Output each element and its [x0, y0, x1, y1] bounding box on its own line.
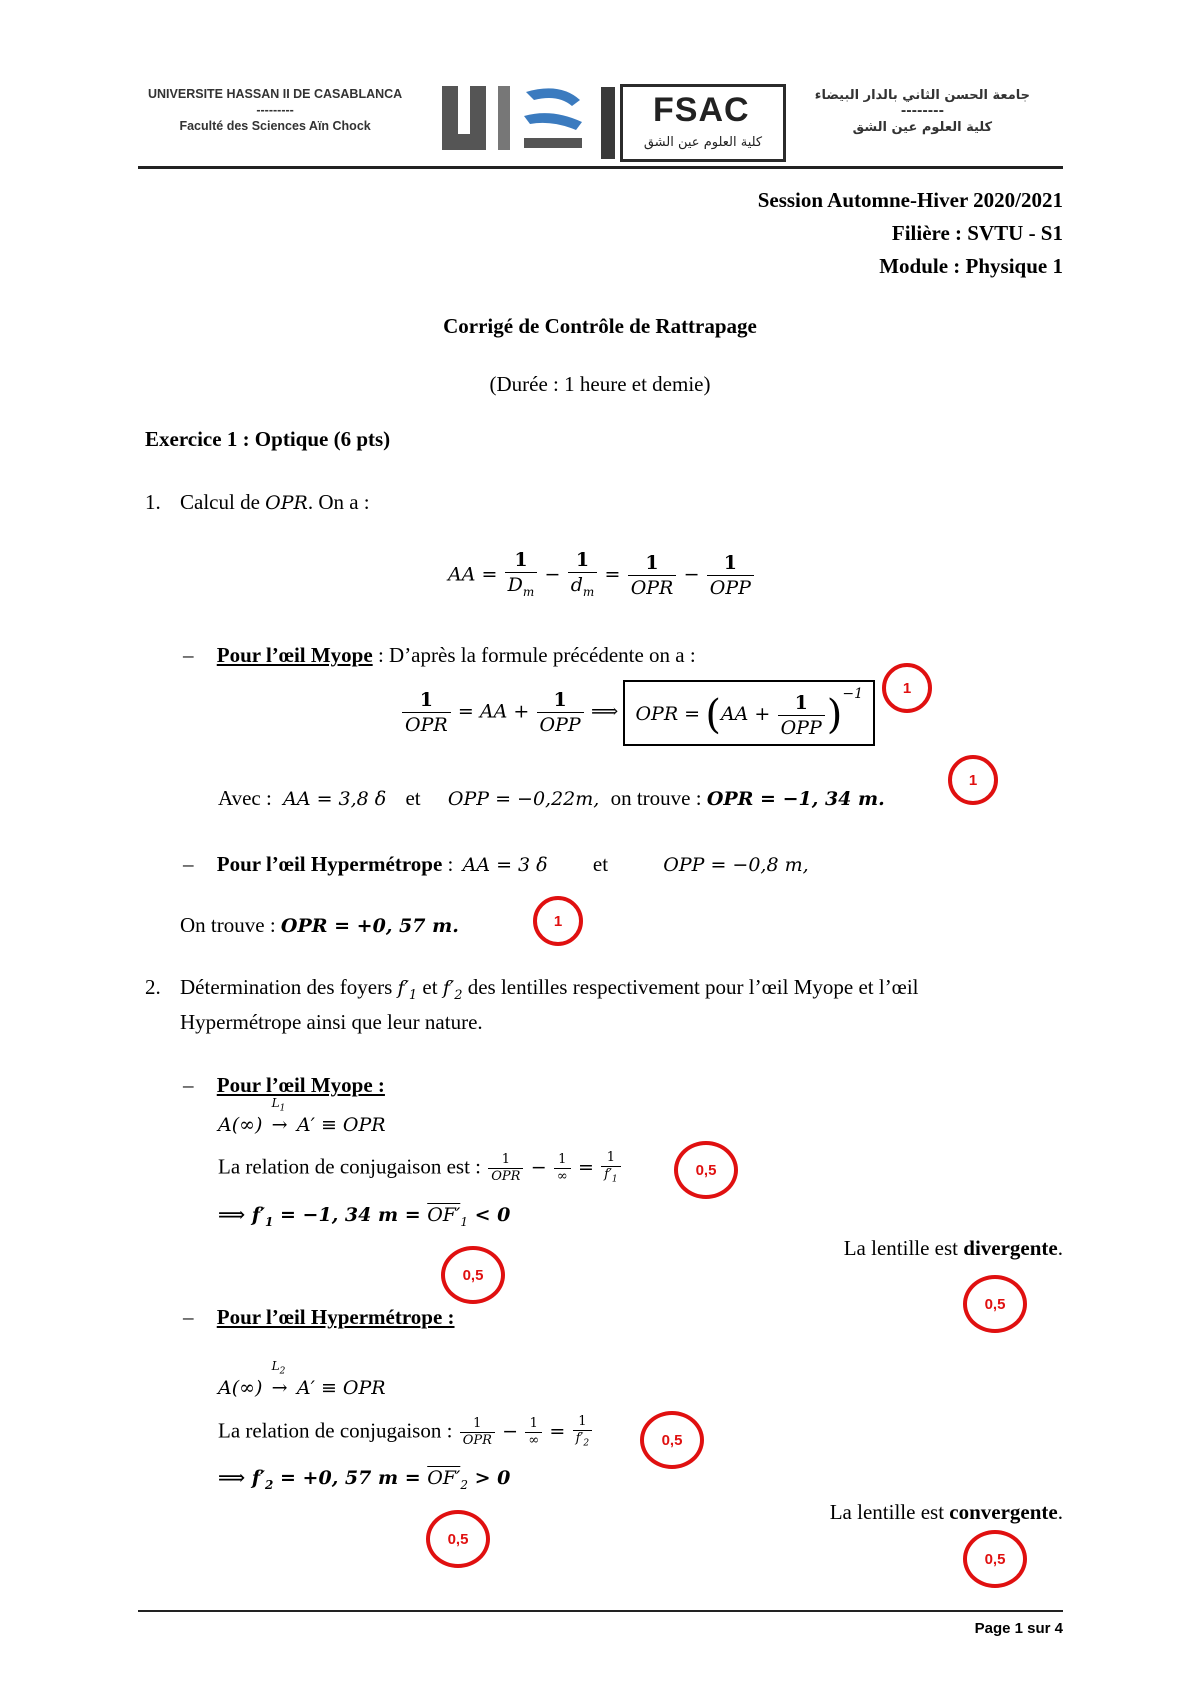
score-badge: 1: [948, 755, 998, 805]
logo-text: FSAC: [653, 91, 750, 129]
header-separator-ar: --------: [900, 104, 944, 119]
question-text-end: . On a :: [307, 490, 370, 514]
hyper2-relation: La relation de conjugaison : $\frac{1}{\text{OPR}}$ − $\frac{1}{\infty}$ = $\frac{1}{f'_2}$: [218, 1414, 594, 1452]
header-separator: ---------: [256, 103, 294, 117]
hyper2-line: – Pour l’œil Hypermétrope :: [183, 1305, 455, 1329]
duration-label: (Durée : 1 heure et demie): [489, 372, 711, 396]
eq-mid: = AA +: [457, 700, 530, 723]
question-var: OPR: [265, 492, 308, 514]
footer-rule: [138, 1610, 1063, 1612]
session-label: Session Automne-Hiver 2020/2021: [757, 188, 1063, 212]
score-badge: 0,5: [963, 1530, 1027, 1588]
myope2-line: – Pour l’œil Myope :: [183, 1073, 385, 1097]
module-label: Module : Physique 1: [879, 254, 1063, 278]
score-badge: 0,5: [674, 1141, 738, 1199]
university-name-fr: UNIVERSITE HASSAN II DE CASABLANCA: [148, 87, 403, 101]
boxed-result: OPR = (AA + $\frac{1}{\text{OPP}}$ )$^{-1}$: [623, 680, 875, 746]
logo-bar: [601, 87, 615, 159]
myope2-arrow: A(∞) $L_1$ → A′ ≡ OPR: [218, 1096, 386, 1136]
hyper2-nature: La lentille est convergente.: [829, 1500, 1063, 1524]
university-header-fr: [148, 86, 402, 134]
myope-line: [183, 643, 696, 668]
page-number: Page 1 sur 4: [974, 1620, 1063, 1637]
myope2-nature: La lentille est divergente.: [843, 1236, 1063, 1260]
eq-lhs: AA =: [448, 563, 498, 586]
bullet-dash: –: [183, 643, 194, 667]
score-badge: 0,5: [963, 1275, 1027, 1333]
document-title: Corrigé de Contrôle de Rattrapage: [443, 314, 757, 338]
fraction-1-dm: $\frac{1}{D_m}$: [505, 548, 538, 604]
fsac-logo: [620, 84, 786, 162]
myope2-result: ⟹ $f'_1 = -1$, 34 $m = OF'_1 < 0$: [218, 1204, 511, 1230]
score-badge: 1: [882, 663, 932, 713]
main-equation: AA = $\frac{1}{D_m}$ − $\frac{1}{d_m}$ = $\frac{1}{\text{OPR}}$ − $\frac{1}{\text{OPP}}$: [448, 548, 756, 604]
university-logo-icon: [440, 82, 590, 154]
header-rule: [138, 166, 1063, 169]
fraction-3-opr: $\frac{1}{\text{OPR}}$: [628, 551, 677, 600]
myope-equation: [400, 680, 875, 746]
hyper-label: Pour l’œil Hypermétrope: [216, 852, 443, 876]
score-badge: 0,5: [441, 1246, 505, 1304]
filiere-label: Filière : SVTU - S1: [891, 221, 1063, 245]
question-1: [145, 490, 370, 515]
score-badge: 0,5: [640, 1411, 704, 1469]
faculty-name-ar: كلية العلوم عين الشق: [852, 120, 993, 135]
hyper2-result: ⟹ $f'_2 = +0$, 57 $m = OF'_2 > 0$: [218, 1467, 511, 1493]
hyper-result-line: On trouve : OPR = +0, 57 m.: [180, 913, 459, 937]
fraction-2-dm: $\frac{1}{d_m}$: [568, 548, 598, 604]
question-number: 1.: [145, 490, 161, 514]
university-header-ar: [815, 86, 1030, 138]
score-badge: 1: [533, 896, 583, 946]
myope-result: OPR = −1, 34 m.: [706, 788, 885, 810]
question-2: 2. Détermination des foyers $f'_1$ et $f'_2$ des lentilles respectivement pour l’œil Myope et l’œil: [145, 975, 919, 1004]
fraction-4-opp: $\frac{1}{\text{OPP}}$: [707, 551, 754, 600]
question-text: Calcul de: [180, 490, 266, 514]
hyper-result: OPR = +0, 57 m.: [280, 915, 459, 937]
implies-symbol: ⟹: [590, 700, 619, 723]
score-badge: 0,5: [426, 1510, 490, 1568]
fraction-1-opp: $\frac{1}{\text{OPP}}$: [537, 688, 584, 737]
question-2-line2: Hypermétrope ainsi que leur nature.: [180, 1010, 483, 1034]
myope-text: : D’après la formule précédente on a :: [372, 643, 696, 667]
hyper2-arrow: A(∞) $L_2$ → A′ ≡ OPR: [218, 1359, 386, 1399]
myope2-relation: La relation de conjugaison est : $\frac{1}{\text{OPR}}$ − $\frac{1}{\infty}$ = $\frac{1}{f'_1}$: [218, 1150, 623, 1188]
hyper-line: – Pour l’œil Hypermétrope : AA = 3 δ et OPP = −0,8 m,: [183, 852, 809, 876]
myope-values: Avec : AA = 3,8 δ et OPP = −0,22m, on trouve : OPR = −1, 34 m.: [218, 786, 885, 810]
fraction-1-opr: $\frac{1}{\text{OPR}}$: [402, 688, 451, 737]
exercise-title: Exercice 1 : Optique (6 pts): [145, 427, 391, 451]
logo-arabic-text: كلية العلوم عين الشق: [643, 135, 763, 150]
myope-label: Pour l’œil Myope: [216, 643, 373, 667]
university-name-ar: جامعة الحسن الثاني بالدار البيضاء: [814, 88, 1030, 103]
faculty-name-fr: Faculté des Sciences Aïn Chock: [179, 119, 371, 133]
